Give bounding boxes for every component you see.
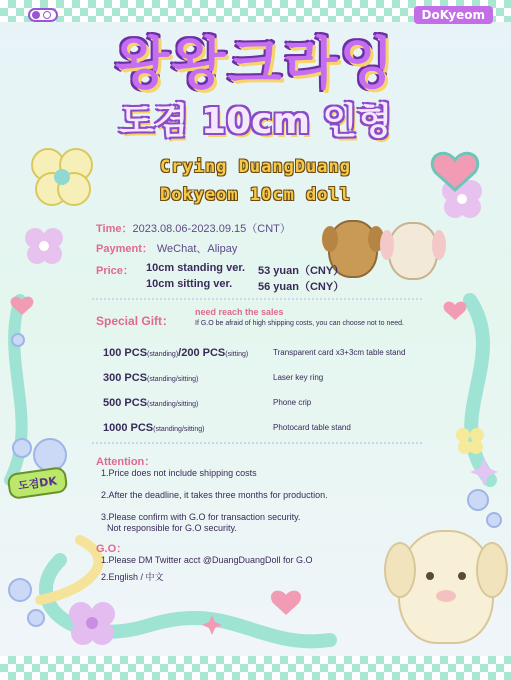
payment-label: Payment： bbox=[96, 243, 153, 255]
gift-reward-1: Transparent card x3+3cm table stand bbox=[273, 348, 406, 357]
gift-pcs: 300 PCS bbox=[103, 372, 148, 384]
go-item-2: 2.English / 中文 bbox=[101, 572, 164, 582]
payment-value: WeChat、Alipay bbox=[156, 243, 238, 255]
special-gift-label: Special Gift： bbox=[96, 314, 175, 328]
gift-pcs: 500 PCS bbox=[103, 397, 148, 409]
divider bbox=[92, 298, 422, 300]
bunny-doll-icon bbox=[388, 222, 438, 280]
attention-item-2: 2.After the deadline, it takes three months for production. bbox=[101, 490, 328, 500]
special-gift-row bbox=[96, 312, 174, 329]
gift-tag: (sitting) bbox=[225, 351, 249, 358]
gift-row-3 bbox=[103, 397, 198, 409]
subtitle-english-2: Dokyeom 10cm doll bbox=[160, 185, 351, 205]
special-gift-note-2: If G.O be afraid of high shipping costs, you can choose not to need. bbox=[195, 320, 404, 327]
attention-label: Attention： bbox=[96, 456, 156, 468]
time-row bbox=[96, 220, 291, 236]
attention-item-4: Not responsible for G.O security. bbox=[107, 523, 237, 533]
price-standing-name: 10cm standing ver. bbox=[146, 262, 246, 274]
gift-row-1 bbox=[103, 347, 248, 359]
gift-pcs: 1000 PCS bbox=[103, 422, 154, 434]
time-label: Time： bbox=[96, 223, 133, 235]
gift-tag: (standing/sitting) bbox=[153, 426, 205, 433]
gift-pcs: 100 PCS bbox=[103, 347, 148, 359]
price-sitting-name: 10cm sitting ver. bbox=[146, 278, 233, 290]
attention-row bbox=[96, 453, 155, 469]
payment-row bbox=[96, 240, 237, 256]
time-value: 2023.08.06-2023.09.15（CNT） bbox=[132, 223, 291, 235]
puppy-doll-icon bbox=[398, 530, 494, 644]
gift-sep: / bbox=[178, 347, 182, 359]
gift-pcs: 200 PCS bbox=[181, 347, 226, 359]
attention-item-1: 1.Price does not include shipping costs bbox=[101, 468, 257, 478]
gift-tag: (standing/sitting) bbox=[147, 376, 199, 383]
go-row bbox=[96, 540, 127, 556]
gift-tag: (standing/sitting) bbox=[147, 401, 199, 408]
price-standing-value: 53 yuan（CNY） bbox=[258, 265, 345, 277]
divider bbox=[92, 442, 422, 444]
special-gift-note-1: need reach the sales bbox=[195, 307, 284, 317]
gift-reward-2: Laser key ring bbox=[273, 373, 324, 382]
gift-row-2 bbox=[103, 372, 198, 384]
subtitle-korean: 도겸 10cm 인형 bbox=[118, 101, 393, 142]
price-label: Price： bbox=[96, 265, 134, 277]
gift-reward-3: Phone crip bbox=[273, 398, 312, 407]
brand-badge: DoKyeom bbox=[414, 6, 493, 24]
price-sitting-value: 56 yuan（CNY） bbox=[258, 281, 345, 293]
dk-badge-label: 도겸DK bbox=[17, 474, 58, 493]
gift-tag: (standing) bbox=[147, 351, 179, 358]
go-label: G.O： bbox=[96, 543, 128, 555]
attention-item-3: 3.Please confirm with G.O for transaction security. bbox=[101, 512, 301, 522]
gift-reward-4: Photocard table stand bbox=[273, 423, 351, 432]
gift-row-4 bbox=[103, 422, 205, 434]
price-row bbox=[96, 262, 134, 278]
title-korean: 왕왕크라잉 bbox=[115, 32, 396, 97]
go-item-1: 1.Please DM Twitter acct @DuangDuangDoll for G.O bbox=[101, 555, 313, 565]
subtitle-english-1: Crying DuangDuang bbox=[160, 157, 351, 177]
